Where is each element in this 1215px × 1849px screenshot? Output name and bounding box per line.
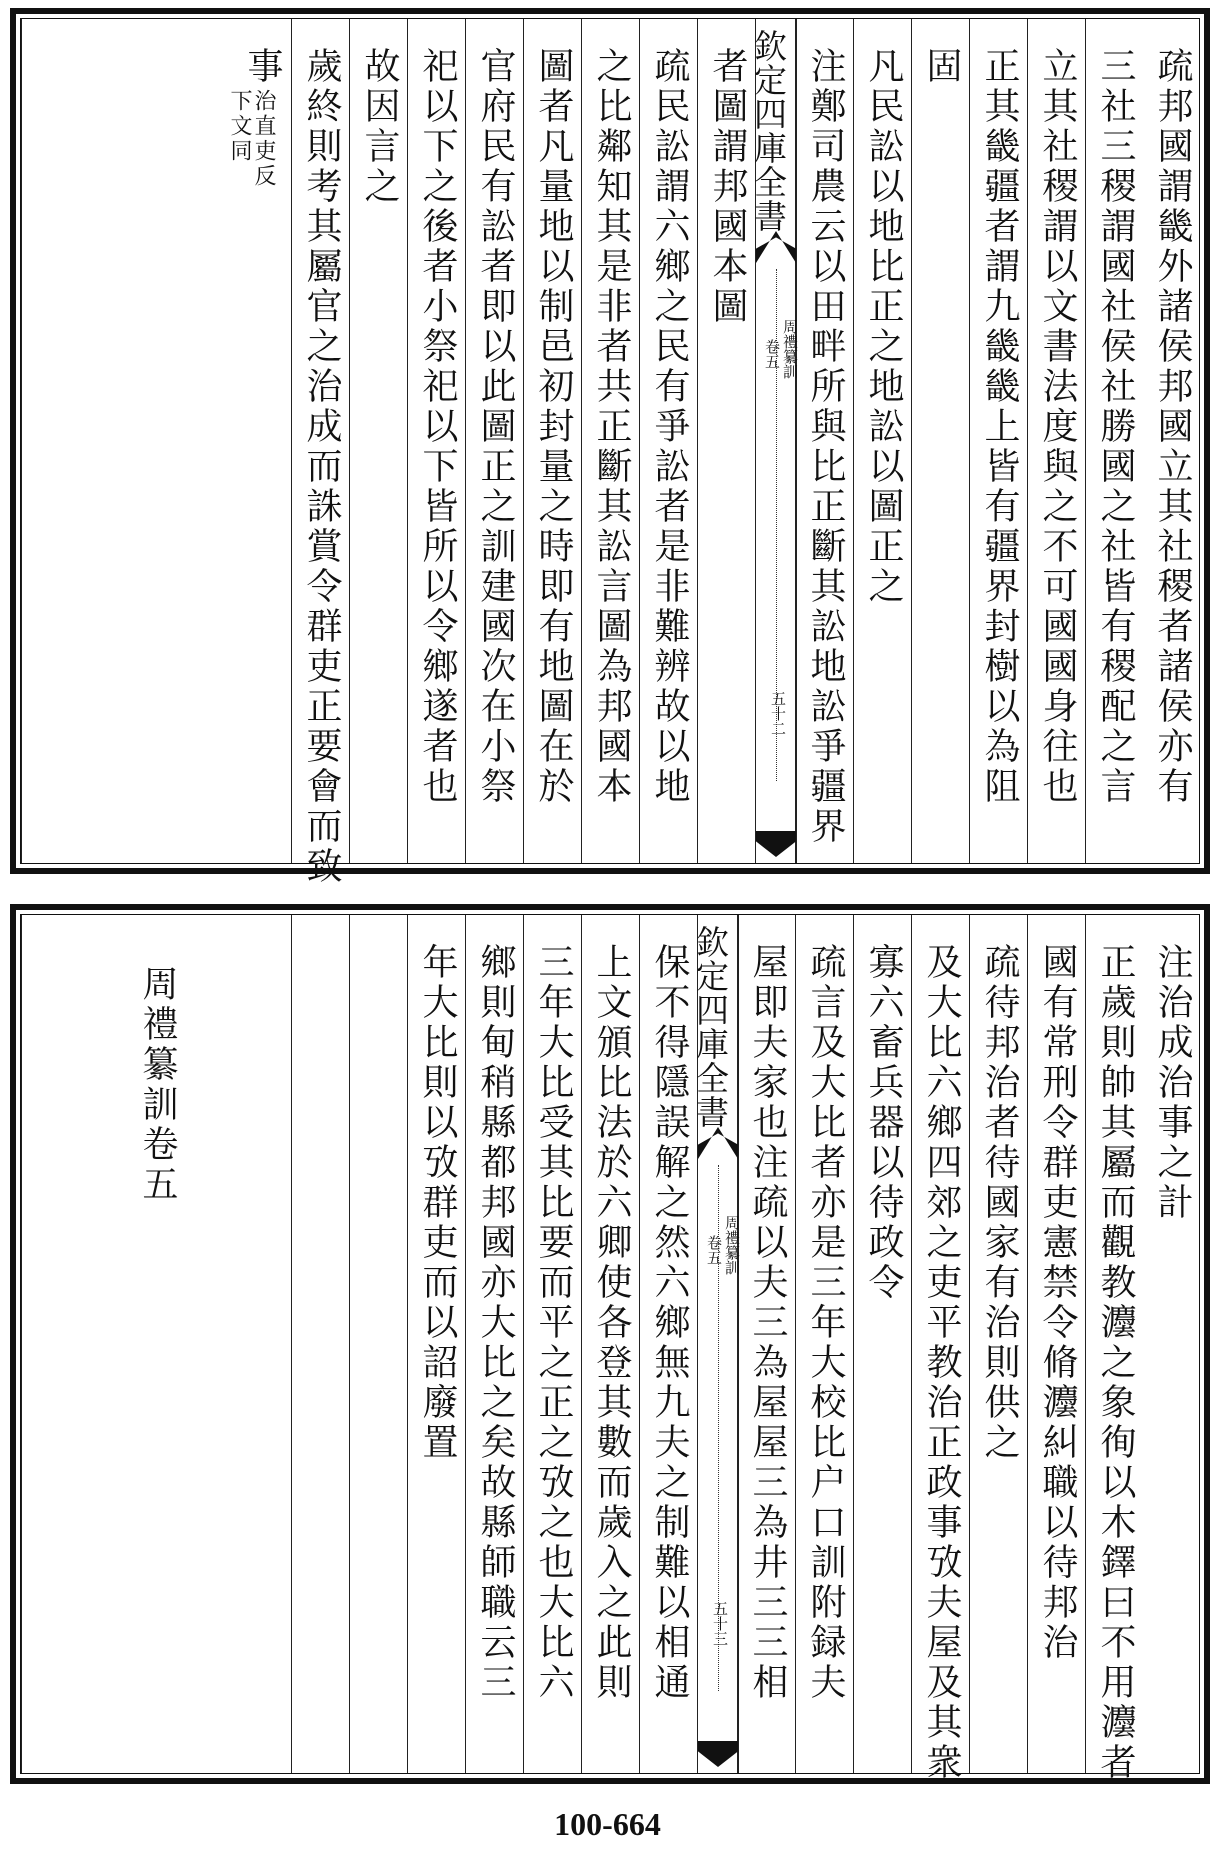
text-column-3 <box>1027 915 1086 1773</box>
column-text: 及大比六鄉四郊之吏平教治正政事攷夫屋及其衆 <box>921 943 962 1783</box>
banner-folio: 五十二 <box>769 691 787 736</box>
annotation-column <box>21 19 292 863</box>
column-text: 之比鄰知其是非者共正斷其訟言圖為邦國本 <box>591 47 632 807</box>
column-text: 疏待邦治者待國家有治則供之 <box>979 943 1020 1463</box>
banner-folio: 五十三 <box>711 1601 729 1646</box>
bottom-page-frame <box>10 904 1210 1784</box>
column-text: 注鄭司農云以田畔所與比正斷其訟地訟爭疆界 <box>805 47 846 847</box>
text-column-10 <box>581 19 640 863</box>
fish-tail-mark <box>756 231 796 263</box>
page-number: 100-664 <box>554 1806 661 1842</box>
text-column-8 <box>697 19 756 863</box>
column-text: 者圖謂邦國本圖 <box>707 47 748 327</box>
text-column-14 <box>349 19 408 863</box>
text-column-9 <box>639 915 698 1773</box>
column-text: 屋即夫家也注疏以夫三為屋屋三為井三三相 <box>747 943 788 1703</box>
banner-book-title: 周禮纂訓 <box>781 319 799 379</box>
column-text: 正歲則帥其屬而觀教灋之象徇以木鐸曰不用灋者 <box>1095 943 1136 1783</box>
column-text: 三年大比受其比要而平之正之攷之也大比六 <box>533 943 574 1703</box>
column-text: 年大比則以攷群吏而以詔廢置 <box>417 943 458 1463</box>
text-column-6 <box>853 19 912 863</box>
banner-volume: 卷五 <box>763 339 781 369</box>
text-column-2 <box>1085 19 1144 863</box>
text-column-6 <box>853 915 912 1773</box>
column-text: 三社三稷謂國社侯社勝國之社皆有稷配之言 <box>1095 47 1136 807</box>
column-text: 立其社稷謂以文書法度與之不可國國身往也 <box>1037 47 1078 807</box>
fish-tail-mark <box>698 1127 738 1159</box>
column-text: 疏民訟謂六鄉之民有爭訟者是非難辨故以地 <box>649 47 690 807</box>
text-column-4 <box>969 915 1028 1773</box>
annotation-note-1: 治直吏反 <box>251 89 276 189</box>
column-text: 寡六畜兵器以待政令 <box>863 943 904 1303</box>
column-text: 祀以下之後者小祭祀以下皆所以令鄉遂者也 <box>417 47 458 807</box>
banner-book-title: 周禮纂訓 <box>723 1215 741 1275</box>
column-text: 保不得隱誤解之然六鄉無九夫之制難以相通 <box>649 943 690 1703</box>
text-column-7 <box>795 19 854 863</box>
column-text: 官府民有訟者即以此圖正之訓建國次在小祭 <box>475 47 516 807</box>
top-page-frame <box>10 8 1210 887</box>
center-banner <box>749 19 799 863</box>
text-column-13 <box>407 19 466 863</box>
column-text: 圖者凡量地以制邑初封量之時即有地圖在於 <box>533 47 574 807</box>
column-text: 歲終則考其屬官之治成而誅賞令群吏正要會而致 <box>301 47 342 887</box>
text-column-5 <box>911 19 970 863</box>
text-column-11 <box>523 19 582 863</box>
text-column-7 <box>795 915 854 1773</box>
banner-volume: 卷五 <box>705 1235 723 1265</box>
text-column-13 <box>407 915 466 1773</box>
column-text: 疏言及大比者亦是三年大校比户口訓附録夫 <box>805 943 846 1703</box>
column-text: 注治成治事之計 <box>1152 943 1193 1223</box>
banner-title: 欽定四庫全書 <box>749 29 788 233</box>
text-column-1 <box>1143 19 1201 863</box>
volume-end-title <box>21 915 292 1773</box>
column-text: 上文頒比法於六卿使各登其數而歲入之此則 <box>591 943 632 1703</box>
text-column-9 <box>639 19 698 863</box>
text-column-12 <box>465 19 524 863</box>
text-column-15 <box>291 19 350 887</box>
top-page-columns <box>20 18 1200 887</box>
text-column-12 <box>465 915 524 1773</box>
text-column-10 <box>581 915 640 1773</box>
annotation-note-2: 下文同 <box>227 89 252 164</box>
column-text: 國有常刑令群吏憲禁令脩灋糾職以待邦治 <box>1037 943 1078 1663</box>
column-text: 周禮纂訓卷五 <box>137 965 178 1205</box>
text-column-11 <box>523 915 582 1773</box>
column-text: 正其畿疆者謂九畿畿上皆有疆界封樹以為阻 <box>979 47 1020 807</box>
text-column-1 <box>1143 915 1201 1773</box>
bottom-page-columns <box>20 914 1200 1783</box>
text-column-5 <box>911 915 970 1783</box>
text-column-14 <box>349 915 408 1773</box>
column-text: 固 <box>921 47 962 87</box>
column-text: 鄉則甸稍縣都邦國亦大比之矣故縣師職云三 <box>475 943 516 1703</box>
text-column-4 <box>969 19 1028 863</box>
center-banner <box>691 915 741 1773</box>
column-text: 故因言之 <box>359 47 400 207</box>
column-text: 凡民訟以地比正之地訟以圖正之 <box>863 47 904 607</box>
fish-tail-mark-bottom <box>756 831 796 857</box>
banner-title: 欽定四庫全書 <box>691 925 730 1129</box>
text-column-3 <box>1027 19 1086 863</box>
annotation-main-char: 事 <box>242 47 283 87</box>
text-column-2 <box>1085 915 1144 1783</box>
text-column-15 <box>291 915 350 1773</box>
column-text: 疏邦國謂畿外諸侯邦國立其社稷者諸侯亦有 <box>1152 47 1193 807</box>
fish-tail-mark-bottom <box>698 1741 738 1767</box>
text-column-8 <box>737 915 796 1773</box>
